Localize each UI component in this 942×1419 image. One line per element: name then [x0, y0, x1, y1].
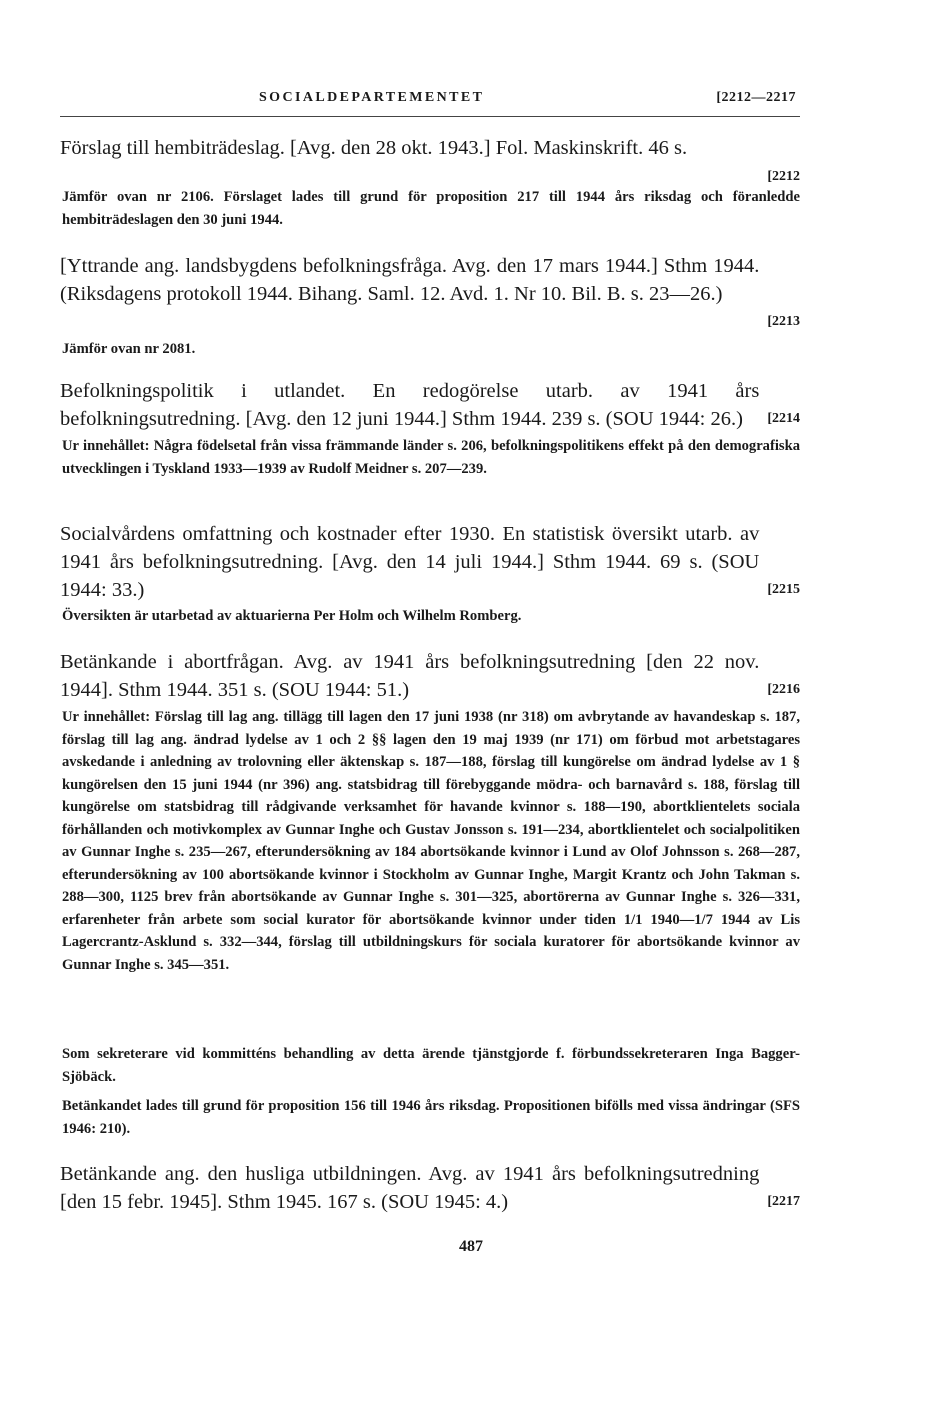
entry-2213-ref: [2213 [767, 314, 800, 329]
entry-range: [2212—2217 [716, 90, 796, 105]
entry-2216-secretary-note: Som sekreterare vid kommitténs behandling av detta ärende tjänstgjorde f. förbundssekreteraren Inga Bagger-Sjöbäck. [62, 1046, 800, 1085]
entry-2212-note: Jämför ovan nr 2106. Förslaget lades till grund för proposition 217 till 1944 års riksdag och föranledde hembiträdeslagen den 30 juni 1944. [62, 189, 800, 228]
entry-2214-ref: [2214 [767, 411, 800, 426]
entry-2212-title: Förslag till hembiträdeslag. [Avg. den 28 okt. 1943.] Fol. Maskinskrift. 46 s. [60, 137, 688, 159]
entry-2216-title: [2216 Betänkande i abortfrågan. Avg. av 1941 års befolkningsutredning [den 22 nov. 1944]. Sthm 1944. 351 s. (SOU 1944: 51.) [60, 648, 800, 704]
entry-2213-title: [2213 [Yttrande ang. landsbygdens befolkningsfråga. Avg. den 17 mars 1944.] Sthm 1944. (Riksdagens protokoll 1944. Bihang. Saml. 12. Avd. 1. Nr 10. Bil. B. s. 23—26.) [60, 252, 800, 336]
entry-2215-title: [2215 Socialvårdens omfattning och kostnader efter 1930. En statistisk översikt utarb. av 1941 års befolkningsutredning. [Avg. den 14 juli 1944.] Sthm 1944. 69 s. (SOU 1944: 33.) [60, 520, 800, 604]
entry-2216-ref: [2216 [767, 682, 800, 697]
entry-2216-contents-note: Ur innehållet: Förslag till lag ang. tillägg till lagen den 17 juni 1938 (nr 318) om avbrytande av havandeskap s. 187, förslag till lag ang. ändrad lydelse av 1 och 2 §§ lagen den 19 maj 1939 (nr 171) om förbud mot arbetstagares avskedande i anledning av trolovning eller äktenskap s. 187—188, förslag till kungörelse om ändrad lydelse av 1 § kungörelsen den 15 juni 1944 (nr 396) ang. statsbidrag till förebyggande mödra- och barnavård s. 188, förslag till kungörelse om statsbidrag till rådgivande verksamhet för havande kvinnor s. 188—190, abortklientelets sociala förhållanden och motivkomplex av Gunnar Inghe och Gustav Jonsson s. 191—234, abortklientelet och socialpolitiken av Gunnar Inghe s. 235—267, efterundersökning av 184 abortsökande kvinnor i Lund av Olof Johnsson s. 268—287, efterundersökning av 100 abortsökande kvinnor i Stockholm av Gunnar Inghe, Margit Krantz och John Takman s. 288—300, 1125 brev från abortsökande av Gunnar Inghe s. 301—325, abortörerna av Gunnar Inghe s. 326—331, erfarenheter från arbete som social kurator för abortsökande kvinnor under tiden 1/1 1940—1/7 1944 av Lis Lagercrantz-Asklund s. 332—344, förslag till utbildningskurs för sociala kuratorer för abortsökande kvinnor av Gunnar Inghe s. 345—351. [62, 709, 800, 973]
entry-2217-ref: [2217 [767, 1194, 800, 1209]
running-title: SOCIALDEPARTEMENTET [259, 90, 485, 105]
entry-2215-note: Översikten är utarbetad av aktuarierna Per Holm och Wilhelm Romberg. [62, 608, 522, 624]
entry-2216-proposition-note: Betänkandet lades till grund för proposition 156 till 1946 års riksdag. Propositionen bifölls med vissa ändringar (SFS 1946: 210). [62, 1098, 800, 1137]
entry-2213-note: Jämför ovan nr 2081. [62, 341, 196, 357]
entry-2217-title: [2217 Betänkande ang. den husliga utbildningen. Avg. av 1941 års befolkningsutredning [den 15 febr. 1945]. Sthm 1945. 167 s. (SOU 1945: 4.) [60, 1160, 800, 1216]
header-rule [60, 116, 800, 117]
entry-2214-note: Ur innehållet: Några födelsetal från vissa främmande länder s. 206, befolkningspolitikens effekt på den demografiska utvecklingen i Tyskland 1933—1939 av Rudolf Meidner s. 207—239. [62, 438, 800, 477]
entry-2214-title: [2214 Befolkningspolitik i utlandet. En redogörelse utarb. av 1941 års befolkningsutredning. [Avg. den 12 juni 1944.] Sthm 1944. 239 s. (SOU 1944: 26.) [60, 377, 800, 433]
entry-2215-ref: [2215 [767, 582, 800, 597]
page-number: 487 [459, 1238, 483, 1255]
entry-2212-ref: [2212 [767, 169, 800, 184]
running-header [259, 90, 796, 110]
